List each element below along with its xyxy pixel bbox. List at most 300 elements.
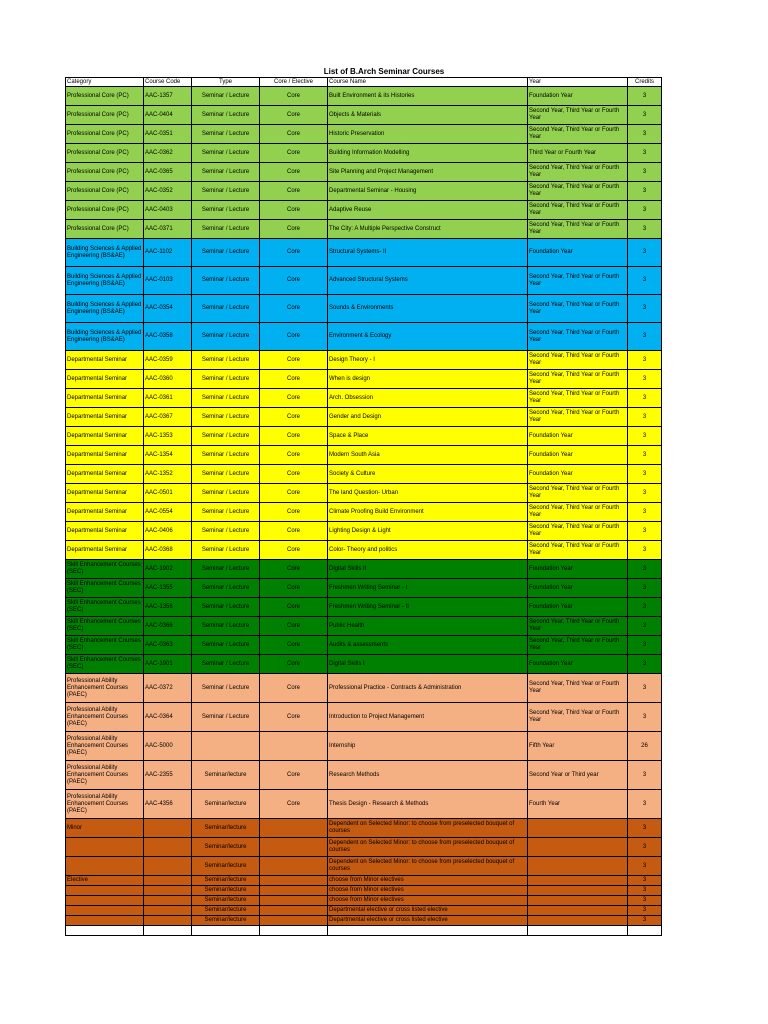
type-cell: Seminar / Lecture [192,655,260,674]
course-code-cell: AAC-1102 [144,239,192,267]
course-code-cell: AAC-0358 [144,323,192,351]
type-cell: Seminar / Lecture [192,560,260,579]
type-cell [192,926,260,936]
year-cell [528,838,628,857]
course-code-cell [144,886,192,896]
table-row [66,926,662,936]
year-cell: Foundation Year [528,427,628,446]
credits-cell: 3 [628,182,662,201]
core-elective-cell: Core [260,790,328,819]
core-elective-cell: Core [260,144,328,163]
category-cell: Professional Ability Enhancement Courses (PAEC) [66,790,144,819]
course-code-cell: AAC-4356 [144,790,192,819]
core-elective-cell [260,916,328,926]
category-cell: Departmental Seminar [66,351,144,370]
table-row [66,267,662,295]
core-elective-cell: Core [260,522,328,541]
course-name-cell: Society & Culture [328,465,528,484]
type-cell: Seminar / Lecture [192,144,260,163]
credits-cell: 3 [628,617,662,636]
table-row [66,503,662,522]
type-cell: Seminar / Lecture [192,598,260,617]
core-elective-cell: Core [260,703,328,732]
core-elective-cell [260,906,328,916]
course-code-cell [144,876,192,886]
course-code-cell: AAC-1902 [144,560,192,579]
page-title: List of B.Arch Seminar Courses [323,67,445,76]
course-name-cell: choose from Minor electives [328,886,528,896]
course-name-cell: Research Methods [328,761,528,790]
header-course-name: Course Name [328,78,528,87]
credits-cell: 3 [628,87,662,106]
course-code-cell: AAC-0554 [144,503,192,522]
category-cell: Building Sciences & Applied Engineering (BS&AE) [66,239,144,267]
credits-cell: 3 [628,351,662,370]
table-row [66,876,662,886]
credits-cell: 3 [628,674,662,703]
course-code-cell: AAC-0372 [144,674,192,703]
credits-cell [628,926,662,936]
credits-cell: 3 [628,636,662,655]
year-cell: Second Year, Third Year or Fourth Year [528,408,628,427]
category-cell: Professional Core (PC) [66,106,144,125]
year-cell: Second Year, Third Year or Fourth Year [528,106,628,125]
course-table [65,77,662,936]
credits-cell: 3 [628,427,662,446]
course-name-cell: Audits & assessments [328,636,528,655]
course-name-cell: Digital Skills I [328,655,528,674]
category-cell: Building Sciences & Applied Engineering (BS&AE) [66,267,144,295]
category-cell: Departmental Seminar [66,389,144,408]
year-cell [528,916,628,926]
year-cell [528,926,628,936]
core-elective-cell: Core [260,163,328,182]
type-cell: Seminar / Lecture [192,267,260,295]
core-elective-cell [260,857,328,876]
type-cell: Seminar/lecture [192,761,260,790]
category-cell: Minor [66,819,144,838]
core-elective-cell [260,876,328,886]
type-cell: Seminar/lecture [192,790,260,819]
year-cell: Second Year, Third Year or Fourth Year [528,503,628,522]
header-course-code: Course Code [144,78,192,87]
core-elective-cell: Core [260,636,328,655]
course-name-cell: Structural Systems- II [328,239,528,267]
credits-cell: 3 [628,916,662,926]
credits-cell: 3 [628,163,662,182]
course-name-cell: Historic Preservation [328,125,528,144]
year-cell: Foundation Year [528,560,628,579]
year-cell: Foundation Year [528,87,628,106]
year-cell [528,876,628,886]
course-code-cell [144,819,192,838]
category-cell: Professional Core (PC) [66,163,144,182]
table-row [66,323,662,351]
table-row [66,896,662,906]
core-elective-cell: Core [260,370,328,389]
type-cell: Seminar / Lecture [192,389,260,408]
type-cell: Seminar / Lecture [192,427,260,446]
header-type: Type [192,78,260,87]
type-cell: Seminar/lecture [192,886,260,896]
type-cell: Seminar / Lecture [192,295,260,323]
credits-cell: 3 [628,819,662,838]
category-cell: Departmental Seminar [66,522,144,541]
year-cell [528,819,628,838]
course-name-cell: Arch. Obsession [328,389,528,408]
header-row [66,78,662,87]
core-elective-cell: Core [260,182,328,201]
core-elective-cell: Core [260,655,328,674]
course-code-cell: AAC-0365 [144,163,192,182]
course-code-cell: AAC-0351 [144,125,192,144]
course-code-cell: AAC-1357 [144,87,192,106]
type-cell: Seminar/lecture [192,857,260,876]
table-row [66,674,662,703]
course-code-cell: AAC-0352 [144,182,192,201]
category-cell [66,838,144,857]
credits-cell: 3 [628,408,662,427]
course-code-cell: AAC-0501 [144,484,192,503]
type-cell: Seminar/lecture [192,819,260,838]
table-row [66,106,662,125]
credits-cell: 3 [628,220,662,239]
course-code-cell: AAC-0366 [144,617,192,636]
credits-cell: 3 [628,541,662,560]
header-core-elective: Core / Elective [260,78,328,87]
course-code-cell: AAC-0363 [144,636,192,655]
course-name-cell: Freshmen Writing Seminar - I [328,579,528,598]
course-name-cell: Thesis Design - Research & Methods [328,790,528,819]
table-row [66,163,662,182]
course-name-cell: Sounds & Environments [328,295,528,323]
category-cell: Professional Core (PC) [66,201,144,220]
credits-cell: 3 [628,484,662,503]
year-cell: Second Year, Third Year or Fourth Year [528,370,628,389]
core-elective-cell: Core [260,598,328,617]
course-name-cell: Freshmen Writing Seminar - II [328,598,528,617]
category-cell [66,896,144,906]
type-cell: Seminar / Lecture [192,674,260,703]
table-row [66,857,662,876]
course-name-cell: Departmental elective or cross listed elective [328,916,528,926]
course-code-cell [144,857,192,876]
year-cell: Second Year, Third Year or Fourth Year [528,163,628,182]
core-elective-cell: Core [260,323,328,351]
course-name-cell: Dependent on Selected Minor: to choose from preselected bouquet of courses [328,838,528,857]
credits-cell: 3 [628,761,662,790]
type-cell: Seminar / Lecture [192,163,260,182]
year-cell: Second Year, Third Year or Fourth Year [528,522,628,541]
credits-cell: 3 [628,446,662,465]
category-cell [66,906,144,916]
credits-cell: 3 [628,655,662,674]
core-elective-cell: Core [260,201,328,220]
table-row [66,761,662,790]
table-row [66,579,662,598]
category-cell [66,916,144,926]
course-code-cell [144,906,192,916]
course-name-cell: Color- Theory and politics [328,541,528,560]
table-row [66,598,662,617]
year-cell [528,896,628,906]
core-elective-cell: Core [260,617,328,636]
category-cell: Skill Enhancement Courses (SEC) [66,655,144,674]
year-cell [528,857,628,876]
year-cell: Third Year or Fourth Year [528,144,628,163]
year-cell: Second Year or Third year [528,761,628,790]
credits-cell: 3 [628,503,662,522]
core-elective-cell: Core [260,541,328,560]
year-cell [528,906,628,916]
course-name-cell: Internship [328,732,528,761]
course-name-cell: choose from Minor electives [328,876,528,886]
type-cell: Seminar / Lecture [192,239,260,267]
category-cell: Professional Ability Enhancement Courses (PAEC) [66,703,144,732]
core-elective-cell: Core [260,427,328,446]
table-row [66,819,662,838]
credits-cell: 3 [628,857,662,876]
core-elective-cell [260,819,328,838]
year-cell: Fifth Year [528,732,628,761]
year-cell: Second Year, Third Year or Fourth Year [528,541,628,560]
category-cell: Building Sciences & Applied Engineering (BS&AE) [66,295,144,323]
course-code-cell: AAC-0368 [144,541,192,560]
course-code-cell [144,838,192,857]
core-elective-cell: Core [260,579,328,598]
credits-cell: 3 [628,106,662,125]
course-name-cell: Modern South Asia [328,446,528,465]
year-cell: Second Year, Third Year or Fourth Year [528,182,628,201]
core-elective-cell: Core [260,220,328,239]
table-row [66,732,662,761]
course-name-cell: Design Theory - I [328,351,528,370]
category-cell: Skill Enhancement Courses (SEC) [66,598,144,617]
table-row [66,655,662,674]
credits-cell: 3 [628,201,662,220]
year-cell: Second Year, Third Year or Fourth Year [528,267,628,295]
category-cell: Departmental Seminar [66,408,144,427]
type-cell: Seminar / Lecture [192,370,260,389]
category-cell: Elective [66,876,144,886]
category-cell: Professional Core (PC) [66,144,144,163]
type-cell: Seminar / Lecture [192,503,260,522]
core-elective-cell: Core [260,125,328,144]
course-code-cell [144,926,192,936]
course-code-cell: AAC-0371 [144,220,192,239]
type-cell: Seminar / Lecture [192,201,260,220]
course-name-cell: Dependent on Selected Minor: to choose from preselected bouquet of courses [328,819,528,838]
year-cell: Foundation Year [528,446,628,465]
course-code-cell: AAC-0404 [144,106,192,125]
course-code-cell: AAC-0403 [144,201,192,220]
table-row [66,408,662,427]
type-cell: Seminar / Lecture [192,125,260,144]
course-code-cell: AAC-5000 [144,732,192,761]
type-cell: Seminar/lecture [192,916,260,926]
table-row [66,541,662,560]
table-row [66,389,662,408]
credits-cell: 3 [628,465,662,484]
course-code-cell: AAC-0367 [144,408,192,427]
table-row [66,886,662,896]
year-cell: Second Year, Third Year or Fourth Year [528,617,628,636]
type-cell: Seminar / Lecture [192,522,260,541]
credits-cell: 3 [628,239,662,267]
course-name-cell: Digital Skills II [328,560,528,579]
type-cell: Seminar/lecture [192,896,260,906]
course-name-cell: Adaptive Reuse [328,201,528,220]
category-cell: Professional Core (PC) [66,125,144,144]
core-elective-cell: Core [260,465,328,484]
year-cell: Second Year, Third Year or Fourth Year [528,351,628,370]
year-cell: Foundation Year [528,579,628,598]
credits-cell: 3 [628,838,662,857]
course-name-cell: Space & Place [328,427,528,446]
course-code-cell [144,916,192,926]
credits-cell: 3 [628,522,662,541]
credits-cell: 3 [628,267,662,295]
credits-cell: 3 [628,295,662,323]
table-row [66,636,662,655]
year-cell: Second Year, Third Year or Fourth Year [528,323,628,351]
credits-cell: 3 [628,790,662,819]
type-cell: Seminar/lecture [192,876,260,886]
course-code-cell: AAC-1356 [144,598,192,617]
course-name-cell: choose from Minor electives [328,896,528,906]
course-name-cell: When is design [328,370,528,389]
course-name-cell: Site Planning and Project Management [328,163,528,182]
credits-cell: 3 [628,389,662,408]
credits-cell: 3 [628,370,662,389]
type-cell: Seminar / Lecture [192,484,260,503]
core-elective-cell: Core [260,295,328,323]
category-cell: Professional Ability Enhancement Courses (PAEC) [66,674,144,703]
course-name-cell: Environment & Ecology [328,323,528,351]
course-code-cell: AAC-0354 [144,295,192,323]
type-cell: Seminar / Lecture [192,465,260,484]
table-row [66,427,662,446]
course-code-cell: AAC-1352 [144,465,192,484]
category-cell: Departmental Seminar [66,541,144,560]
category-cell: Departmental Seminar [66,427,144,446]
year-cell: Second Year, Third Year or Fourth Year [528,484,628,503]
table-row [66,201,662,220]
category-cell: Departmental Seminar [66,446,144,465]
credits-cell: 3 [628,876,662,886]
category-cell [66,886,144,896]
type-cell: Seminar / Lecture [192,87,260,106]
course-name-cell: Departmental Seminar - Housing [328,182,528,201]
core-elective-cell: Core [260,674,328,703]
credits-cell: 3 [628,886,662,896]
course-name-cell: Gender and Design [328,408,528,427]
year-cell: Second Year, Third Year or Fourth Year [528,674,628,703]
year-cell: Second Year, Third Year or Fourth Year [528,220,628,239]
core-elective-cell [260,732,328,761]
table-row [66,351,662,370]
year-cell: Foundation Year [528,655,628,674]
course-code-cell [144,896,192,906]
category-cell: Skill Enhancement Courses (SEC) [66,617,144,636]
table-row [66,617,662,636]
core-elective-cell: Core [260,106,328,125]
category-cell: Skill Enhancement Courses (SEC) [66,560,144,579]
header-category: Category [66,78,144,87]
course-name-cell [328,926,528,936]
core-elective-cell: Core [260,389,328,408]
core-elective-cell: Core [260,446,328,465]
year-cell: Second Year, Third Year or Fourth Year [528,389,628,408]
table-row [66,838,662,857]
table-row [66,446,662,465]
course-code-cell: AAC-0360 [144,370,192,389]
table-row [66,522,662,541]
year-cell: Second Year, Third Year or Fourth Year [528,295,628,323]
course-code-cell: AAC-0362 [144,144,192,163]
core-elective-cell [260,896,328,906]
credits-cell: 3 [628,144,662,163]
credits-cell: 3 [628,323,662,351]
core-elective-cell: Core [260,408,328,427]
year-cell: Fourth Year [528,790,628,819]
course-name-cell: Building Information Modelling [328,144,528,163]
core-elective-cell: Core [260,503,328,522]
course-name-cell: Departmental elective or cross listed elective [328,906,528,916]
course-name-cell: The land Question- Urban [328,484,528,503]
course-name-cell: Advanced Structural Systems [328,267,528,295]
course-name-cell: Introduction to Project Management [328,703,528,732]
table-row [66,295,662,323]
course-name-cell: Public Health [328,617,528,636]
category-cell: Professional Core (PC) [66,87,144,106]
table-row [66,144,662,163]
core-elective-cell: Core [260,484,328,503]
course-code-cell: AAC-2355 [144,761,192,790]
type-cell: Seminar / Lecture [192,106,260,125]
year-cell: Second Year, Third Year or Fourth Year [528,636,628,655]
category-cell: Departmental Seminar [66,370,144,389]
header-year: Year [528,78,628,87]
course-code-cell: AAC-0361 [144,389,192,408]
table-row [66,87,662,106]
core-elective-cell: Core [260,761,328,790]
year-cell: Foundation Year [528,465,628,484]
type-cell: Seminar / Lecture [192,220,260,239]
year-cell: Second Year, Third Year or Fourth Year [528,201,628,220]
table-row [66,182,662,201]
year-cell: Foundation Year [528,598,628,617]
table-row [66,916,662,926]
type-cell: Seminar / Lecture [192,182,260,201]
core-elective-cell: Core [260,87,328,106]
credits-cell: 3 [628,703,662,732]
type-cell: Seminar / Lecture [192,351,260,370]
category-cell [66,926,144,936]
type-cell [192,732,260,761]
core-elective-cell [260,886,328,896]
credits-cell: 26 [628,732,662,761]
category-cell: Departmental Seminar [66,484,144,503]
table-row [66,465,662,484]
type-cell: Seminar / Lecture [192,579,260,598]
course-name-cell: Objects & Materials [328,106,528,125]
credits-cell: 3 [628,560,662,579]
category-cell: Professional Core (PC) [66,220,144,239]
course-name-cell: Dependent on Selected Minor: to choose from preselected bouquet of courses [328,857,528,876]
core-elective-cell [260,926,328,936]
course-code-cell: AAC-1355 [144,579,192,598]
